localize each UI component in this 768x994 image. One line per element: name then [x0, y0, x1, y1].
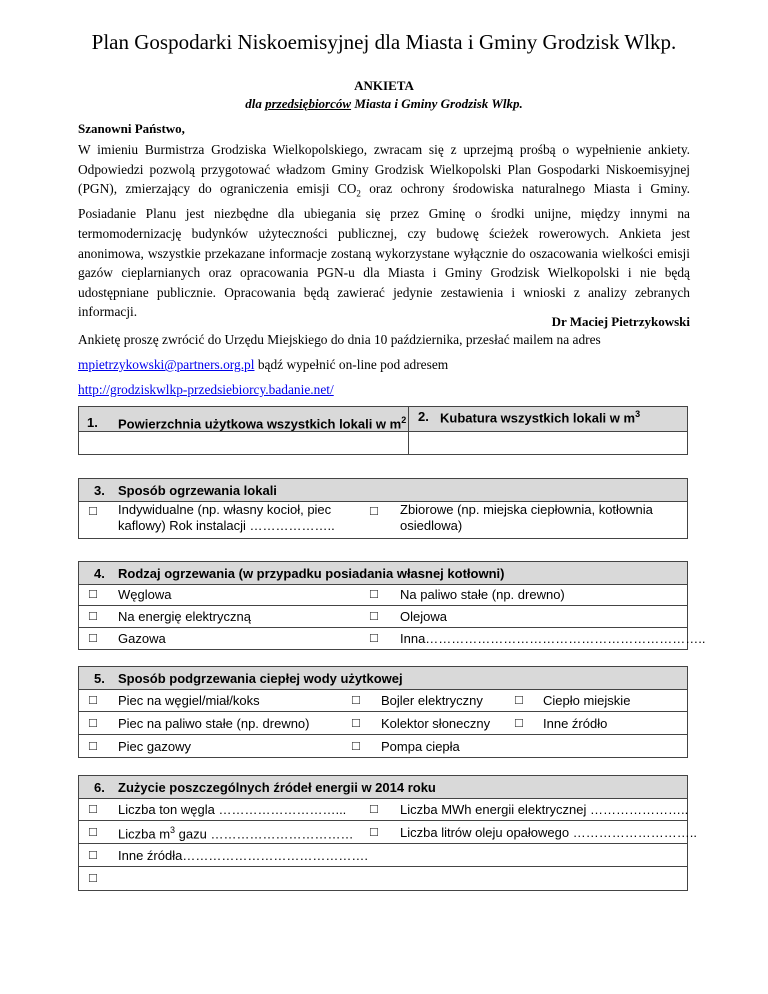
q4-electric-label: Na energię elektryczną	[118, 609, 251, 624]
intro-text-continued: oraz ochrony środowiska naturalnego Miasta i Gminy. Posiadanie Planu jest niezbędne dla ubiegania się przez Gminę o środki unijne, między innymi na termomodernizację budynków użyteczności publicznej, czy budowę ścieżek rowerowych. Ankieta jest anonimowa, wszystkie przekazane informacje zostaną wykorzystane wyłącznie do oszacowania wielkości emisji gazów cieplarnianych oraz opracowania PGN-u dla Miasta i Gminy Grodzisk Wielkopolski i nie będą udostępniane publicznie. Opracowania będą zawierać jedynie zestawienia i wnioski z analizy zebranych informacji.	[78, 181, 690, 320]
q4-coal-label: Węglowa	[118, 587, 172, 602]
q6-other-label: Inne źródła…………………………………….	[118, 848, 368, 863]
q2-answer-field[interactable]	[409, 431, 685, 453]
document-title: Plan Gospodarki Niskoemisyjnej dla Miasta i Gminy Grodzisk Wlkp.	[91, 30, 677, 54]
q5-district-heat-label: Ciepło miejskie	[543, 693, 631, 708]
q4-other-label: Inna………………………………………………………..	[400, 631, 706, 646]
q4-row-divider	[78, 627, 687, 628]
survey-subtitle	[0, 96, 768, 112]
q4-row-divider	[78, 605, 687, 606]
q5-other-source-label: Inne źródło	[543, 716, 608, 731]
q6-coal-label: Liczba ton węgla ………………………...	[118, 802, 347, 817]
q6-coal-checkbox[interactable]: ☐	[88, 803, 98, 816]
q4-electric-checkbox[interactable]: ☐	[88, 610, 98, 623]
q4-number: 4.	[94, 566, 105, 581]
q3-title: Sposób ogrzewania lokali	[118, 483, 277, 498]
q6-electricity-label: Liczba MWh energii elektrycznej …………………..	[400, 802, 689, 817]
survey-url-link[interactable]: http://grodziskwlkp-przedsiebiorcy.badanie.net/	[78, 382, 334, 397]
q4-title: Rodzaj ogrzewania (w przypadku posiadania własnej kotłowni)	[118, 566, 505, 581]
q5-other-source-checkbox[interactable]: ☐	[514, 717, 524, 730]
q6-oil-label: Liczba litrów oleju opałowego ………………………..	[400, 825, 697, 840]
q2-label-text: Kubatura wszystkich lokali w m	[440, 410, 636, 426]
q1-number: 1.	[87, 415, 98, 430]
q6-gas-checkbox[interactable]: ☐	[88, 826, 98, 839]
q5-solar-collector-checkbox[interactable]: ☐	[351, 717, 361, 730]
q2-label	[440, 409, 640, 425]
q6-extra-checkbox[interactable]: ☐	[88, 872, 98, 885]
co2-subscript: 2	[356, 188, 361, 199]
q6-row-divider	[78, 843, 687, 844]
email-line	[78, 357, 448, 373]
q6-gas-text-continued: gazu ……………………………	[175, 826, 354, 842]
q6-row-divider	[78, 820, 687, 821]
q4-solid-fuel-checkbox[interactable]: ☐	[369, 588, 379, 601]
q5-row-divider	[78, 711, 687, 712]
q5-solid-fuel-stove-label: Piec na paliwo stałe (np. drewno)	[118, 716, 310, 731]
q5-electric-boiler-label: Bojler elektryczny	[381, 693, 483, 708]
q6-number: 6.	[94, 780, 105, 795]
q4-coal-checkbox[interactable]: ☐	[88, 588, 98, 601]
q6-electricity-checkbox[interactable]: ☐	[369, 803, 379, 816]
q4-oil-label: Olejowa	[400, 609, 447, 624]
email-suffix: bądź wypełnić on-line pod adresem	[254, 357, 449, 372]
q3-individual-label: Indywidualne (np. własny kocioł, piec kaflowy) Rok instalacji ………………..	[118, 502, 335, 533]
q1-unit-superscript: 2	[401, 415, 407, 425]
q4-solid-fuel-label: Na paliwo stałe (np. drewno)	[400, 587, 565, 602]
q5-gas-stove-checkbox[interactable]: ☐	[88, 740, 98, 753]
q5-coal-stove-label: Piec na węgiel/miał/koks	[118, 693, 260, 708]
q5-heat-pump-label: Pompa ciepła	[381, 739, 460, 754]
q5-district-heat-checkbox[interactable]: ☐	[514, 694, 524, 707]
q6-title: Zużycie poszczególnych źródeł energii w 2014 roku	[118, 780, 436, 795]
q6-gas-superscript: 3	[170, 825, 176, 835]
url-line	[78, 382, 334, 398]
subtitle-suffix: Miasta i Gminy Grodzisk Wlkp.	[351, 96, 523, 111]
q1-label	[118, 415, 406, 431]
q5-solid-fuel-stove-checkbox[interactable]: ☐	[88, 717, 98, 730]
subtitle-prefix: dla	[245, 96, 266, 111]
q5-number: 5.	[94, 671, 105, 686]
intro-text: W imieniu Burmistrza Grodziska Wielkopolskiego, zwracam się z uprzejmą prośbą o wypełnienie ankiety. Odpowiedzi pozwolą przygotować władzom Gminy Grodzisk Wielkopolski Plan Gospodarki Niskoemisyjnej (PGN), zmierzający do ograniczenia emisji CO	[78, 142, 690, 197]
q6-oil-checkbox[interactable]: ☐	[369, 826, 379, 839]
q4-gas-label: Gazowa	[118, 631, 166, 646]
return-instructions: Ankietę proszę zwrócić do Urzędu Miejskiego do dnia 10 października, przesłać mailem na adres	[78, 332, 601, 347]
survey-heading: ANKIETA	[354, 78, 414, 93]
q5-solar-collector-label: Kolektor słoneczny	[381, 716, 491, 731]
q5-gas-stove-label: Piec gazowy	[118, 739, 191, 754]
email-link[interactable]: mpietrzykowski@partners.org.pl	[78, 357, 255, 372]
q3-collective-label: Zbiorowe (np. miejska ciepłownia, kotłownia osiedlowa)	[400, 502, 653, 533]
q5-title: Sposób podgrzewania ciepłej wody użytkowej	[118, 671, 403, 686]
q2-number: 2.	[418, 409, 429, 424]
intro-paragraph	[78, 140, 690, 322]
q6-gas-label	[118, 825, 353, 841]
signature: Dr Maciej Pietrzykowski	[551, 314, 690, 329]
q6-gas-text: Liczba m	[118, 826, 171, 842]
subtitle-target-group: przedsiębiorców	[265, 96, 352, 111]
q5-row-divider	[78, 734, 687, 735]
q1-answer-field[interactable]	[79, 431, 407, 453]
q6-other-checkbox[interactable]: ☐	[88, 849, 98, 862]
q3-collective-checkbox[interactable]: ☐	[369, 505, 379, 518]
q1-label-text: Powierzchnia użytkowa wszystkich lokali w m	[118, 416, 402, 432]
q6-row-divider	[78, 866, 687, 867]
q4-other-checkbox[interactable]: ☐	[369, 632, 379, 645]
q5-heat-pump-checkbox[interactable]: ☐	[351, 740, 361, 753]
greeting: Szanowni Państwo,	[78, 121, 185, 136]
q4-oil-checkbox[interactable]: ☐	[369, 610, 379, 623]
q3-number: 3.	[94, 483, 105, 498]
q4-gas-checkbox[interactable]: ☐	[88, 632, 98, 645]
q5-electric-boiler-checkbox[interactable]: ☐	[351, 694, 361, 707]
q2-unit-superscript: 3	[635, 409, 641, 419]
q3-individual-checkbox[interactable]: ☐	[88, 505, 98, 518]
q5-coal-stove-checkbox[interactable]: ☐	[88, 694, 98, 707]
